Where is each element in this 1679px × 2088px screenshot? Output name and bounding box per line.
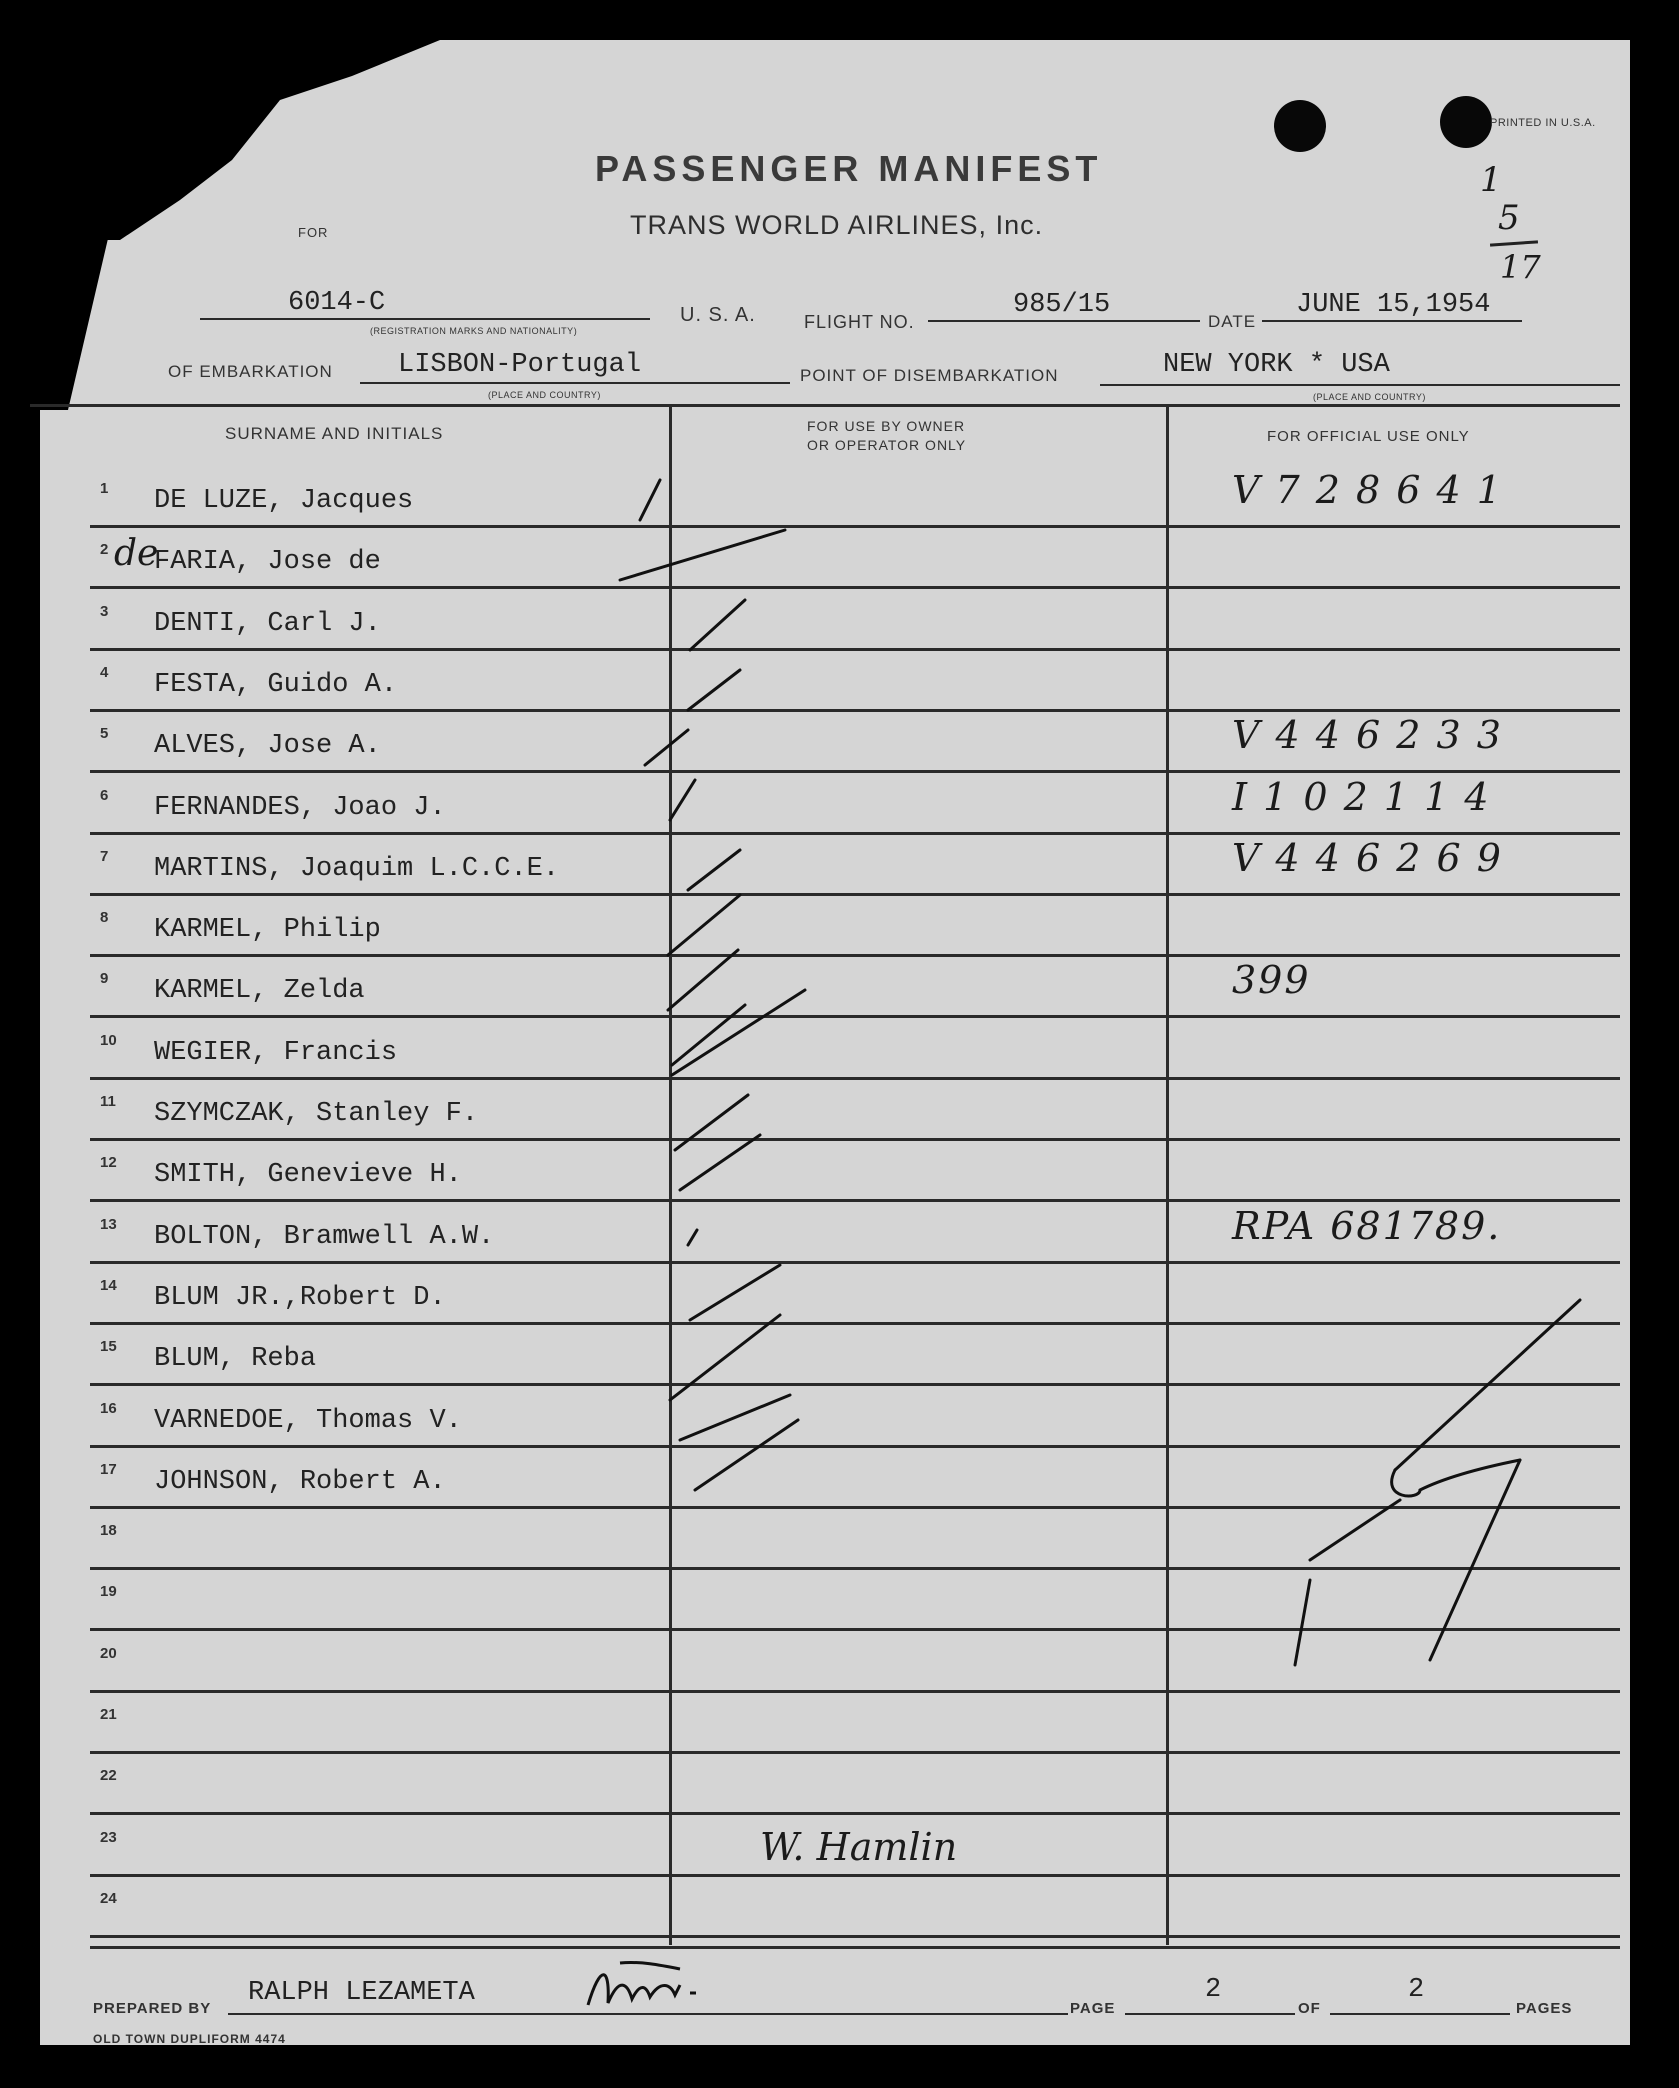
row-line bbox=[90, 1383, 1620, 1386]
for-label: FOR bbox=[298, 225, 329, 240]
page-line bbox=[1125, 2013, 1295, 2015]
of-label: OF bbox=[1298, 2000, 1321, 2017]
official-entry: V 7 2 8 6 4 1 bbox=[1232, 468, 1503, 512]
owner-signature: W. Hamlin bbox=[760, 1825, 958, 1869]
passenger-name: JOHNSON, Robert A. bbox=[154, 1467, 446, 1497]
corner-mark-2: 5 bbox=[1498, 198, 1520, 238]
passenger-name: DENTI, Carl J. bbox=[154, 609, 381, 639]
passenger-name: FARIA, Jose de bbox=[154, 547, 381, 577]
official-entry: 399 bbox=[1232, 958, 1311, 1002]
passenger-name: BLUM JR.,Robert D. bbox=[154, 1283, 446, 1313]
passenger-name: FERNANDES, Joao J. bbox=[154, 793, 446, 823]
disembark-label: POINT OF DISEMBARKATION bbox=[800, 366, 1059, 385]
row-line bbox=[90, 525, 1620, 528]
official-entry: V 4 4 6 2 6 9 bbox=[1232, 836, 1503, 880]
row-number: 4 bbox=[100, 664, 109, 681]
pages-label: PAGES bbox=[1516, 2000, 1573, 2017]
col-owner-header-1: FOR USE BY OWNER bbox=[807, 418, 966, 434]
col-official-header: FOR OFFICIAL USE ONLY bbox=[1267, 428, 1470, 445]
passenger-name: KARMEL, Philip bbox=[154, 915, 381, 945]
disembark-value: NEW YORK * USA bbox=[1163, 350, 1390, 380]
embark-label: OF EMBARKATION bbox=[168, 362, 333, 381]
row-number: 24 bbox=[100, 1890, 117, 1907]
row-number: 10 bbox=[100, 1032, 117, 1049]
col-divider-1 bbox=[669, 405, 672, 1945]
date-value: JUNE 15,1954 bbox=[1296, 290, 1491, 320]
row-line bbox=[90, 1874, 1620, 1877]
passenger-name: KARMEL, Zelda bbox=[154, 976, 365, 1006]
row-line bbox=[90, 893, 1620, 896]
name-prefix-handwritten: de bbox=[114, 533, 159, 574]
row-line bbox=[90, 954, 1620, 957]
passenger-name: VARNEDOE, Thomas V. bbox=[154, 1406, 462, 1436]
row-line bbox=[90, 1138, 1620, 1141]
col-divider-2 bbox=[1166, 405, 1169, 1945]
row-number: 18 bbox=[100, 1522, 117, 1539]
row-line bbox=[90, 1445, 1620, 1448]
official-entry: I 1 0 2 1 1 4 bbox=[1232, 775, 1491, 819]
page-number: 2 bbox=[1205, 1975, 1222, 2005]
passenger-name: BLUM, Reba bbox=[154, 1344, 317, 1374]
row-number: 13 bbox=[100, 1216, 117, 1233]
row-number: 19 bbox=[100, 1583, 117, 1600]
row-line bbox=[90, 586, 1620, 589]
pages-line bbox=[1330, 2013, 1510, 2015]
row-number: 15 bbox=[100, 1338, 117, 1355]
registration-line bbox=[200, 318, 650, 320]
flight-label: FLIGHT NO. bbox=[804, 312, 915, 332]
row-number: 3 bbox=[100, 603, 109, 620]
page-title: PASSENGER MANIFEST bbox=[595, 148, 1103, 189]
row-line bbox=[90, 1751, 1620, 1754]
row-number: 20 bbox=[100, 1645, 117, 1662]
passenger-name: DE LUZE, Jacques bbox=[154, 486, 414, 516]
col-surname-header: SURNAME AND INITIALS bbox=[225, 424, 444, 443]
row-number: 17 bbox=[100, 1461, 117, 1478]
row-line bbox=[90, 648, 1620, 651]
flight-number: 985/15 bbox=[1013, 290, 1111, 320]
row-number: 14 bbox=[100, 1277, 117, 1294]
date-label: DATE bbox=[1208, 312, 1257, 331]
passenger-name: WEGIER, Francis bbox=[154, 1038, 398, 1068]
row-number: 12 bbox=[100, 1154, 117, 1171]
row-number: 5 bbox=[100, 725, 109, 742]
corner-mark-1: 1 bbox=[1480, 160, 1502, 200]
row-line bbox=[90, 1261, 1620, 1264]
row-number: 21 bbox=[100, 1706, 117, 1723]
passenger-name: SZYMCZAK, Stanley F. bbox=[154, 1099, 479, 1129]
footer-line bbox=[90, 1946, 1620, 1949]
passenger-name: BOLTON, Bramwell A.W. bbox=[154, 1222, 495, 1252]
row-line bbox=[90, 1015, 1620, 1018]
row-line bbox=[90, 709, 1620, 712]
passenger-name: FESTA, Guido A. bbox=[154, 670, 398, 700]
printed-in-usa: PRINTED IN U.S.A. bbox=[1490, 117, 1596, 129]
prepared-by-signature bbox=[580, 1955, 720, 2020]
prepared-by-name: RALPH LEZAMETA bbox=[248, 1978, 475, 2008]
row-line bbox=[90, 1322, 1620, 1325]
passenger-name: ALVES, Jose A. bbox=[154, 731, 381, 761]
disembark-caption: (PLACE AND COUNTRY) bbox=[1313, 392, 1426, 402]
punch-hole-right bbox=[1440, 96, 1492, 148]
airline-name: TRANS WORLD AIRLINES, Inc. bbox=[630, 210, 1044, 240]
prepared-by-label: PREPARED BY bbox=[93, 2000, 212, 2017]
page-total: 2 bbox=[1408, 1975, 1425, 2005]
date-line bbox=[1262, 320, 1522, 322]
table-top-line bbox=[30, 404, 1620, 407]
punch-hole-left bbox=[1274, 100, 1326, 152]
row-number: 22 bbox=[100, 1767, 117, 1784]
col-owner-header-2: OR OPERATOR ONLY bbox=[807, 437, 967, 453]
row-line bbox=[90, 1506, 1620, 1509]
row-number: 16 bbox=[100, 1400, 117, 1417]
passenger-name: MARTINS, Joaquim L.C.C.E. bbox=[154, 854, 560, 884]
row-number: 11 bbox=[100, 1093, 116, 1110]
flight-line bbox=[928, 320, 1200, 322]
official-entry: V 4 4 6 2 3 3 bbox=[1232, 713, 1503, 757]
passenger-name: SMITH, Genevieve H. bbox=[154, 1160, 462, 1190]
embark-value: LISBON-Portugal bbox=[398, 350, 642, 380]
prepared-by-line bbox=[228, 2013, 1068, 2015]
row-line bbox=[90, 1628, 1620, 1631]
row-line bbox=[90, 1935, 1620, 1938]
row-number: 9 bbox=[100, 970, 109, 987]
row-number: 6 bbox=[100, 787, 109, 804]
page-label: PAGE bbox=[1070, 2000, 1116, 2017]
row-number: 8 bbox=[100, 909, 109, 926]
row-number: 7 bbox=[100, 848, 109, 865]
embark-caption: (PLACE AND COUNTRY) bbox=[488, 390, 601, 400]
official-entry: RPA 681789. bbox=[1232, 1204, 1502, 1248]
embark-line bbox=[360, 382, 790, 384]
row-line bbox=[90, 1077, 1620, 1080]
row-line bbox=[90, 1199, 1620, 1202]
row-number: 23 bbox=[100, 1829, 117, 1846]
registration-value: 6014-C bbox=[288, 288, 386, 318]
form-number: OLD TOWN DUPLIFORM 4474 bbox=[93, 2032, 286, 2046]
row-line bbox=[90, 1567, 1620, 1570]
row-number: 1 bbox=[100, 480, 109, 497]
registration-caption: (REGISTRATION MARKS AND NATIONALITY) bbox=[370, 326, 578, 336]
row-line bbox=[90, 1690, 1620, 1693]
row-line bbox=[90, 1812, 1620, 1815]
disembark-line bbox=[1100, 384, 1620, 386]
corner-mark-3: 17 bbox=[1500, 248, 1541, 286]
row-line bbox=[90, 832, 1620, 835]
row-line bbox=[90, 770, 1620, 773]
country-label: U. S. A. bbox=[680, 304, 756, 326]
row-number: 2 bbox=[100, 541, 109, 558]
